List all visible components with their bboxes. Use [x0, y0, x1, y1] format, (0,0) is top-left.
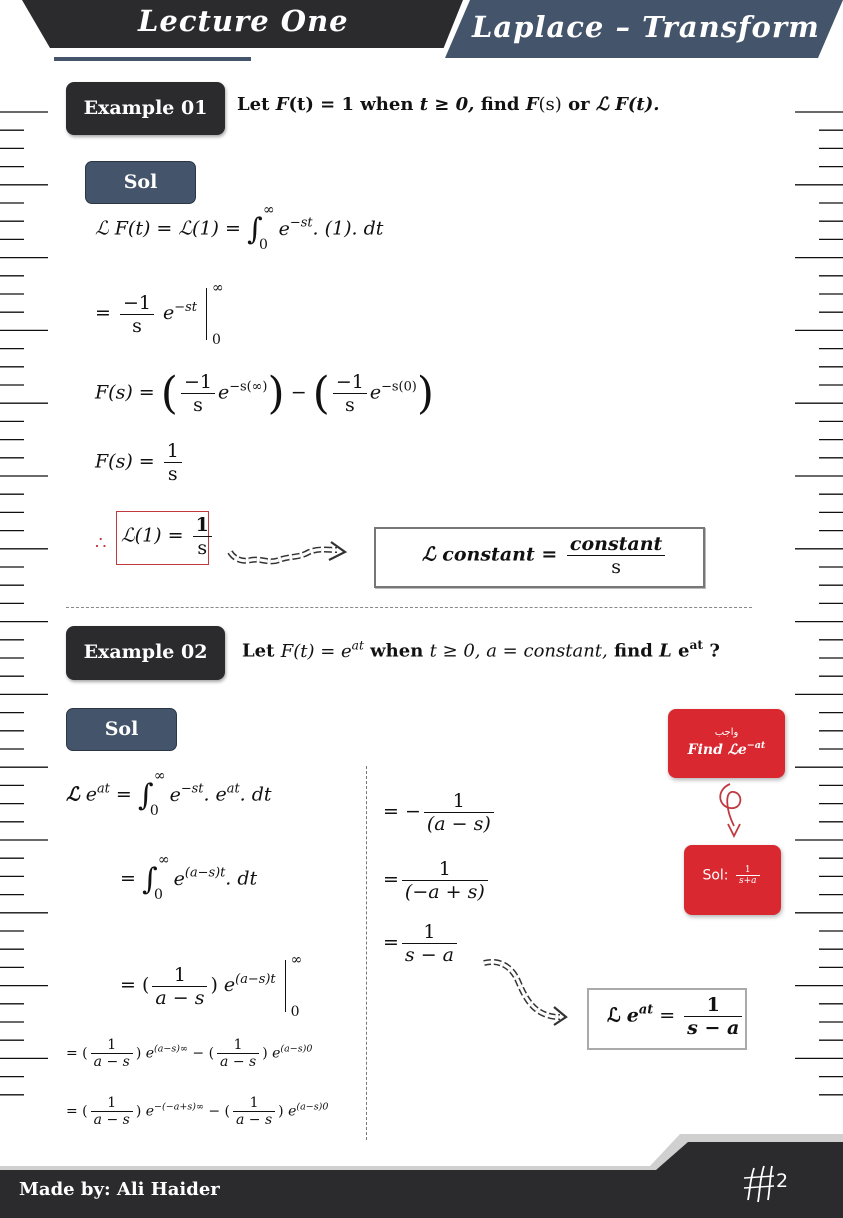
section-divider	[66, 607, 752, 608]
page-number: 2	[776, 1170, 789, 1192]
ex2-line3: = ( $\frac{1}{a - s}$ ) $e^{(a-s)t}$ ∞ 0	[120, 952, 303, 1020]
homework-arabic: واجب	[714, 727, 739, 738]
header-left-title: Lecture One	[138, 4, 349, 38]
ex2-right-line3: = $\frac{1}{s - a}$	[383, 921, 460, 966]
homework-find: Find ℒe	[687, 741, 747, 758]
ex2-right-line2: = $\frac{1}{(-a + s)}$	[383, 858, 491, 903]
ex1-line4: F(s) = $\frac{1}{s}$	[95, 440, 185, 485]
example-02-sol-label: Sol	[66, 708, 177, 751]
therefore-symbol: ∴	[95, 533, 107, 554]
ex2-result-box: ℒ $e^{at}$ = $\frac{1}{s - a}$	[587, 988, 747, 1050]
ex1-result-box: ℒ constant = $\frac{\text{constant}}{s}$	[374, 527, 705, 588]
ex1-line1: ℒ F(t) = ℒ(1) = ∫ ∞ 0 $e^{-st}$. (1). dt	[95, 202, 384, 253]
footer-credit: Made by: Ali Haider	[19, 1179, 220, 1200]
header-right-title: Laplace – Transform	[472, 10, 820, 44]
ex1-boxed-result: ℒ(1) = $\frac{1}{s}$	[116, 511, 209, 565]
ex2-line2: = ∫ ∞ 0 $e^{(a-s)t}$. dt	[120, 852, 258, 903]
ex2-line5: = ( $\frac{1}{a - s}$ ) $e^{-(-a+s)\infty}$ − ( $\frac{1}{a - s}$ ) $e^{(a-s)0}$	[66, 1095, 329, 1128]
homework-solution-card: Sol: $\frac{1}{s+a}$	[684, 845, 781, 915]
left-ruler	[0, 0, 60, 1218]
ex1-line3: F(s) = ( $\frac{-1}{s}$ $e^{-s(\infty)}$) − ( $\frac{-1}{s}$ $e^{-s(0)}$)	[95, 368, 434, 419]
homework-curly-arrow	[712, 780, 752, 842]
example-01-badge: Example 01	[66, 82, 225, 135]
ex2-line4: = ( $\frac{1}{a - s}$ ) $e^{(a-s)\infty}$ − ( $\frac{1}{a - s}$ ) $e^{(a-s)0}$	[66, 1037, 313, 1070]
squiggle-arrow-2	[480, 955, 575, 1030]
ex2-right-line1: = − $\frac{1}{(a - s)}$	[383, 790, 497, 835]
homework-card: واجب Find ℒe$^{-at}$	[668, 709, 785, 778]
example-01-question: Let F(t) = 1 when t ≥ 0, find F(s) or ℒ F(t).	[237, 94, 660, 115]
ex2-line1: ℒ $e^{at}$ = ∫ ∞ 0 $e^{-st}$. $e^{at}$. dt	[66, 768, 272, 819]
footer-banner	[0, 1130, 843, 1218]
column-divider	[366, 766, 367, 1140]
ex1-line2: = $\frac{-1}{s}$ $e^{-st}$ ∞ 0	[95, 280, 224, 348]
example-02-badge: Example 02	[66, 626, 225, 680]
signature-logo-icon	[740, 1160, 776, 1208]
right-ruler	[783, 0, 843, 1218]
example-02-question: Let $F(t) = e^{at}$ when t ≥ 0, a = constant, find L $e^{at}$ ?	[242, 638, 720, 662]
example-01-sol-label: Sol	[85, 161, 196, 204]
squiggle-arrow-1	[225, 538, 350, 572]
